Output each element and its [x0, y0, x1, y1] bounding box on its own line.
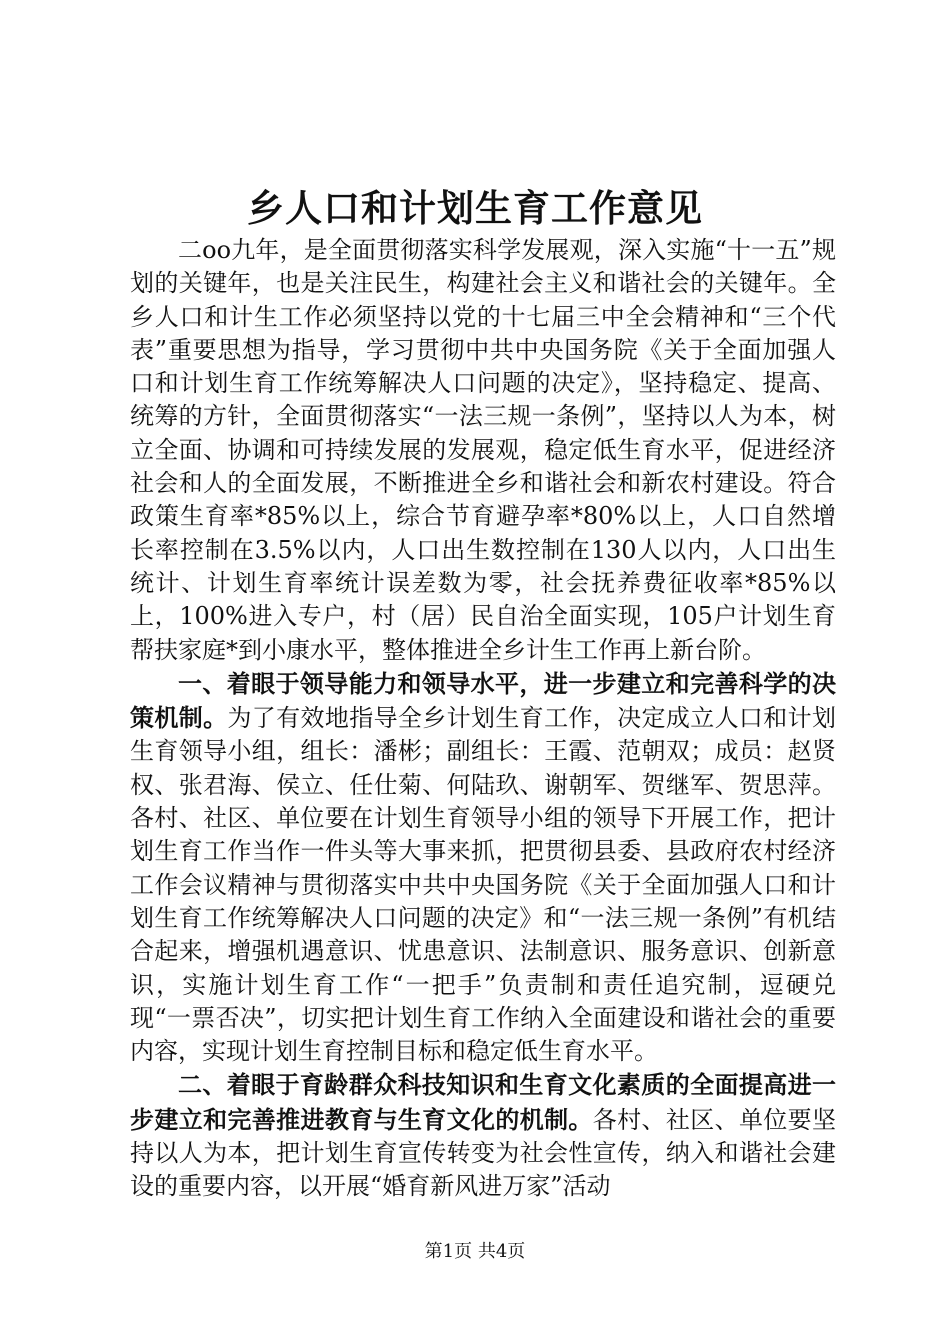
section-heading: 二、着眼于育龄群众科技知识和生育文化素质的全面提高进一步建立和完善推进教育与生育文化的机制。	[130, 1070, 836, 1134]
paragraph-text: 各村、社区、单位要坚持以人为本，把计划生育宣传转变为社会性宣传，纳入和谐社会建设的重要内容，以开展“婚育新风进万家”活动	[130, 1105, 837, 1201]
page-title: 乡人口和计划生育工作意见	[247, 186, 703, 230]
paragraph-text: 为了有效地指导全乡计划生育工作，决定成立人口和计划生育领导小组，组长：潘彬；副组长：王霞、范朝双；成员：赵贤权、张君海、侯立、任仕菊、何陆玖、谢朝军、贺继军、贺思萍。各村、社区、单位要在计划生育领导小组的领导下开展工作，把计划生育工作当作一件头等大事来抓，把贯彻县委、县政府农村经济工作会议精神与贯彻落实中共中央国务院《关于全面加强人口和计划生育工作统筹解决人口问题的决定》和“一法三规一条例”有机结合起来，增强机遇意识、忧患意识、法制意识、服务意识、创新意识，实施计划生育工作“一把手”负责制和责任追究制，逗硬兑现“一票否决”，切实把计划生育工作纳入全面建设和谐社会的重要内容，实现计划生育控制目标和稳定低生育水平。	[130, 704, 837, 1066]
paragraph-text: 二oo九年，是全面贯彻落实科学发展观，深入实施“十一五”规划的关键年，也是关注民生，构建社会主义和谐社会的关键年。全乡人口和计生工作必须坚持以党的十七届三中全会精神和“三个代表”重要思想为指导，学习贯彻中共中央国务院《关于全面加强人口和计划生育工作统筹解决人口问题的决定》，坚持稳定、提高、统筹的方针，全面贯彻落实“一法三规一条例”，坚持以人为本，树立全面、协调和可持续发展的发展观，稳定低生育水平，促进经济社会和人的全面发展，不断推进全乡和谐社会和新农村建设。符合政策生育率*85%以上，综合节育避孕率*80%以上，人口自然增长率控制在3.5%以内，人口出生数控制在130人以内，人口出生统计、计划生育率统计误差数为零，社会抚养费征收率*85%以上，100%进入专户，村（居）民自治全面实现，105户计划生育帮扶家庭*到小康水平，整体推进全乡计生工作再上新台阶。	[130, 236, 836, 664]
section-one-paragraph	[130, 667, 836, 1069]
intro-paragraph	[130, 234, 836, 667]
section-two-paragraph	[130, 1068, 836, 1203]
document-body	[130, 234, 836, 1204]
section-heading: 一、着眼于领导能力和领导水平，进一步建立和完善科学的决策机制。	[130, 668, 836, 733]
page-number: 第1页 共4页	[424, 1241, 526, 1262]
